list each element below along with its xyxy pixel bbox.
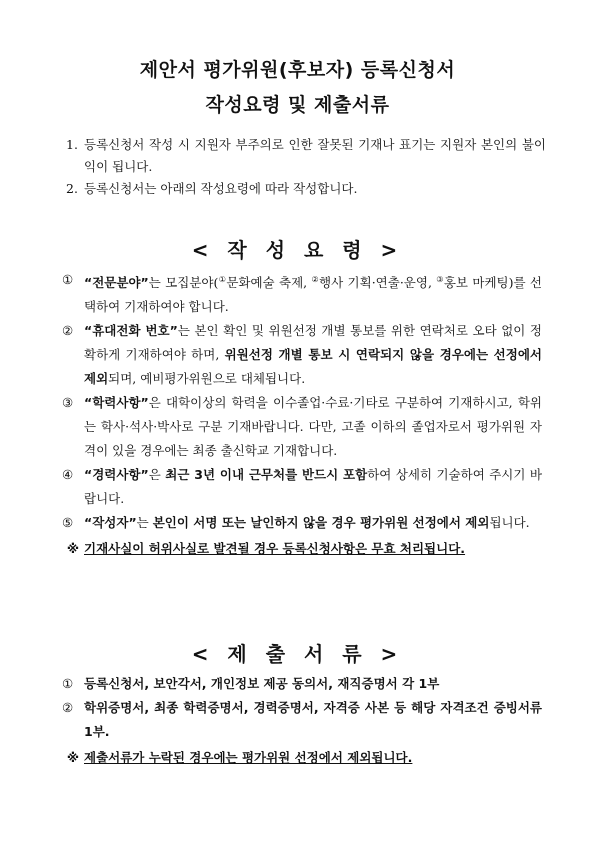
item-marker: ②: [62, 323, 74, 339]
documents-list: [62, 672, 542, 770]
guide-item-text: “경력사항”은 최근 3년 이내 근무처를 반드시 포함하여 상세히 기술하여 주시기 바랍니다.: [84, 467, 542, 507]
item-marker: ③: [62, 395, 74, 411]
guide-item: [62, 511, 542, 535]
section-heading-documents: < 제 출 서 류 >: [191, 642, 404, 666]
guide-item-text: “학력사항”은 대학이상의 학력을 이수졸업·수료·기타로 구분하여 기재하시고, 학위는 학사·석사·박사로 구분 기재바랍니다. 다만, 고졸 이하의 졸업자로서 평가위원 자격이 있을 경우에는 최종 출신학교 기재합니다.: [84, 395, 542, 459]
guide-item: [62, 391, 542, 463]
warning-note-text: 기재사실이 허위사실로 발견될 경우 등록신청사항은 무효 처리됩니다.: [84, 541, 466, 557]
guide-item: [62, 463, 542, 511]
document-subtitle: 작성요령 및 제출서류: [205, 94, 390, 116]
intro-item-number: 2.: [66, 181, 78, 196]
warning-note-text: 제출서류가 누락된 경우에는 평가위원 선정에서 제외됩니다.: [84, 750, 413, 765]
guide-item: [62, 268, 542, 319]
intro-item-text: 등록신청서 작성 시 지원자 부주의로 인한 잘못된 기재나 표기는 지원자 본인의 불이익이 됩니다.: [84, 137, 546, 174]
intro-item: [66, 134, 546, 178]
guide-item: [62, 319, 542, 391]
document-item-text: 등록신청서, 보안각서, 개인정보 제공 동의서, 재직증명서 각 1부: [84, 676, 440, 691]
writing-guide-list: [62, 268, 542, 561]
document-title: 제안서 평가위원(후보자) 등록신청서: [139, 59, 456, 81]
note-marker: ※: [66, 750, 80, 765]
document-item-text: 학위증명서, 최종 학력증명서, 경력증명서, 자격증 사본 등 해당 자격조건 증빙서류 1부.: [84, 700, 542, 739]
intro-item-text: 등록신청서는 아래의 작성요령에 따라 작성합니다.: [84, 181, 358, 196]
guide-item-text: “작성자”는 본인이 서명 또는 날인하지 않을 경우 평가위원 선정에서 제외됩니다.: [84, 515, 530, 531]
item-marker: ②: [62, 700, 74, 715]
document-item: [62, 696, 542, 744]
intro-item: [66, 178, 546, 200]
item-marker: ①: [62, 272, 74, 287]
item-marker: ①: [62, 676, 74, 691]
note-marker: ※: [66, 541, 80, 557]
document-item: [62, 672, 542, 696]
intro-item-number: 1.: [66, 137, 78, 152]
warning-note: [62, 746, 542, 770]
item-marker: ④: [62, 467, 74, 483]
guide-item-text: “전문분야”는 모집분야(①문화예술 축제, ②행사 기획·연출·운영, ③홍보 마케팅)를 선택하여 기재하여야 합니다.: [84, 275, 542, 315]
guide-item-text: “휴대전화 번호”는 본인 확인 및 위원선정 개별 통보를 위한 연락처로 오타 없이 정확하게 기재하여야 하며, 위원선정 개별 통보 시 연락되지 않을 경우에는 선정에서 제외되며, 예비평가위원으로 대체됩니다.: [84, 323, 542, 387]
item-marker: ⑤: [62, 515, 74, 531]
intro-list: [66, 134, 546, 200]
section-heading-writing-guide: < 작 성 요 령 >: [191, 238, 404, 262]
warning-note: [62, 537, 542, 561]
